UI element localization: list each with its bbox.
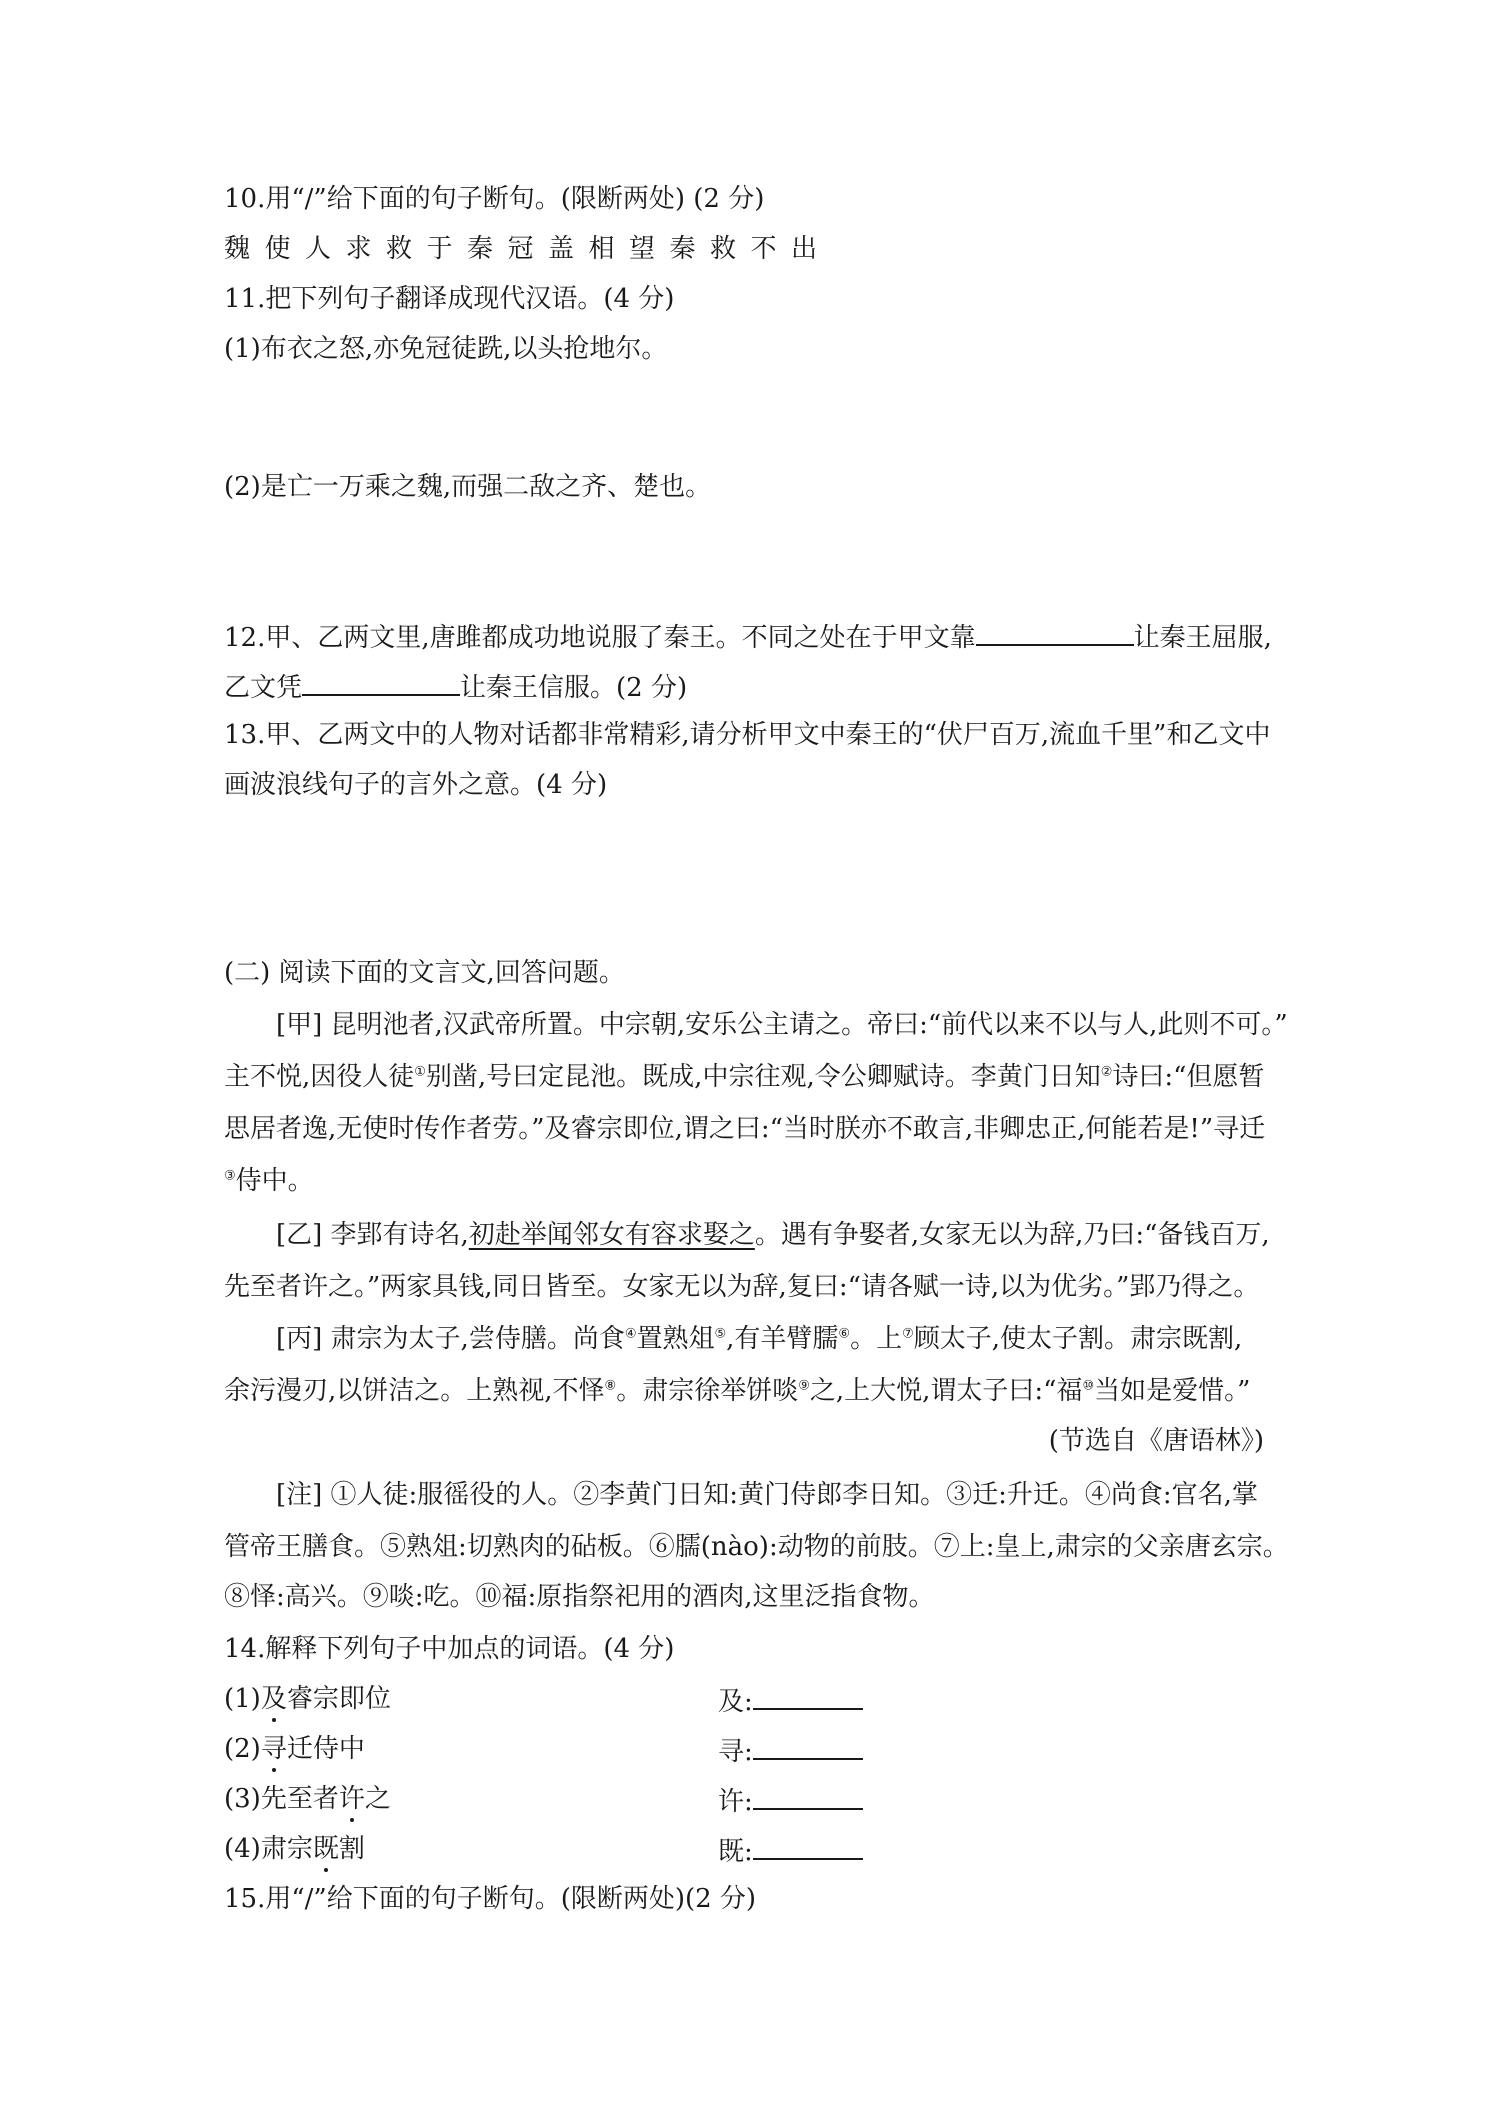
q14-answer-3 bbox=[718, 1782, 863, 1819]
footnote-marker: ⑦ bbox=[902, 1326, 914, 1342]
passage-text: [乙] 李郢有诗名, bbox=[276, 1220, 469, 1250]
passage-jia-line-1: [甲] 昆明池者,汉武帝所置。中宗朝,安乐公主请之。帝曰:“前代以来不以与人,此则不可。” bbox=[276, 1010, 1288, 1040]
passage-yi-line-1 bbox=[276, 1218, 1270, 1252]
passage-bing-line-1 bbox=[276, 1322, 1242, 1356]
dotted-word: 寻 bbox=[260, 1734, 287, 1764]
q13-line-1: 13.甲、乙两文中的人物对话都非常精彩,请分析甲文中秦王的“伏尸百万,流血千里”和乙文中 bbox=[224, 720, 1271, 750]
passage-text: [丙] 肃宗为太子,尝侍膳。尚食 bbox=[276, 1324, 625, 1354]
notes-line-1: [注] ①人徒:服徭役的人。②李黄门日知:黄门侍郎李日知。③迁:升迁。④尚食:官名,掌 bbox=[276, 1480, 1258, 1510]
item-text: (1) bbox=[224, 1684, 261, 1714]
q14-prompt: 14.解释下列句子中加点的词语。(4 分) bbox=[224, 1634, 675, 1664]
passage-text: 别凿,号曰定昆池。既成,中宗往观,令公卿赋诗。李黄门日知 bbox=[425, 1062, 1101, 1092]
footnote-marker: ② bbox=[1100, 1064, 1113, 1080]
q13-line-2: 画波浪线句子的言外之意。(4 分) bbox=[224, 770, 608, 800]
answer-key: 及: bbox=[718, 1687, 753, 1717]
passage-text: 。遇有争娶者,女家无以为辞,乃曰:“备钱百万, bbox=[754, 1220, 1270, 1250]
q14-answer-blank-3[interactable] bbox=[753, 1782, 863, 1810]
footnote-marker: ⑥ bbox=[838, 1326, 851, 1342]
item-text: (3)先至者 bbox=[224, 1784, 339, 1814]
q14-item-4 bbox=[224, 1832, 753, 1867]
q12-line-2 bbox=[224, 668, 687, 705]
footnote-marker: ⑧ bbox=[604, 1378, 617, 1394]
q14-answer-blank-1[interactable] bbox=[753, 1682, 863, 1710]
passage-text: 。上 bbox=[850, 1324, 903, 1354]
q14-answer-blank-4[interactable] bbox=[753, 1832, 863, 1860]
footnote-marker: ③ bbox=[224, 1168, 236, 1184]
item-text: 睿宗即位 bbox=[286, 1684, 391, 1714]
footnote-marker: ⑩ bbox=[1082, 1378, 1095, 1394]
footnote-marker: ④ bbox=[624, 1326, 637, 1342]
footnote-marker: ⑨ bbox=[798, 1378, 810, 1394]
passage-text: ,有羊臂臑 bbox=[726, 1324, 839, 1354]
passage-jia-line-3 bbox=[224, 1112, 1265, 1146]
q10-sentence: 魏使人求救于秦冠盖相望秦救不出 bbox=[224, 234, 832, 264]
q12-text-a: 12.甲、乙两文里,唐雎都成功地说服了秦王。不同之处在于甲文靠 bbox=[224, 623, 976, 653]
item-text: 之 bbox=[364, 1784, 391, 1814]
item-text: (2) bbox=[224, 1734, 261, 1764]
answer-key: 既: bbox=[718, 1837, 753, 1867]
q10-prompt: 10.用“/”给下面的句子断句。(限断两处) (2 分) bbox=[224, 184, 765, 214]
q14-answer-2 bbox=[718, 1732, 863, 1769]
q12-text-d: 让秦王信服。(2 分) bbox=[460, 673, 688, 703]
q12-text-c: 乙文凭 bbox=[224, 673, 303, 703]
passage-text: 睿宗即位,谓之曰:“当时朕亦不敢言,非卿忠正,何能若是!”寻迁 bbox=[570, 1114, 1266, 1144]
passage-text: 余污漫刃,以饼洁之。上熟视,不怿 bbox=[224, 1376, 605, 1406]
answer-key: 许: bbox=[718, 1787, 753, 1817]
passage-text: 。肃宗徐举饼啖 bbox=[616, 1376, 799, 1406]
dotted-word: 许 bbox=[338, 1784, 365, 1814]
item-text: 迁侍中 bbox=[286, 1734, 365, 1764]
q12-answer-blank-1[interactable] bbox=[976, 618, 1134, 646]
q12-line-1 bbox=[224, 618, 1272, 655]
passage-jia-line-4 bbox=[224, 1164, 314, 1198]
passage-source: (节选自《唐语林》) bbox=[1048, 1426, 1264, 1456]
q14-answer-blank-2[interactable] bbox=[753, 1732, 863, 1760]
passage-yi-line-2: 先至者许之。”两家具钱,同日皆至。女家无以为辞,复曰:“请各赋一诗,以为优劣。”郢乃得之。 bbox=[224, 1272, 1260, 1302]
q14-answer-1 bbox=[718, 1682, 863, 1719]
passage-text: 当如是爱惜。” bbox=[1094, 1376, 1251, 1406]
passage-text: 置熟俎 bbox=[636, 1324, 715, 1354]
q12-text-b: 让秦王屈服, bbox=[1133, 623, 1272, 653]
passage-text: 顾太子,使太子割。肃宗既割, bbox=[913, 1324, 1243, 1354]
item-text: (4)肃宗 bbox=[224, 1834, 313, 1864]
q14-item-1 bbox=[224, 1682, 753, 1717]
passage-text: 主不悦,因役人徒 bbox=[224, 1062, 415, 1092]
dotted-word: 既 bbox=[312, 1834, 339, 1864]
section-heading: (二) 阅读下面的文言文,回答问题。 bbox=[224, 958, 625, 988]
q12-answer-blank-2[interactable] bbox=[302, 668, 460, 696]
passage-text: 侍中。 bbox=[235, 1166, 314, 1196]
item-text: 割 bbox=[338, 1834, 365, 1864]
passage-text: 之,上大悦,谓太子曰:“福 bbox=[809, 1376, 1083, 1406]
dotted-word: 及 bbox=[260, 1684, 287, 1714]
footnote-marker: ① bbox=[414, 1064, 426, 1080]
answer-key: 寻: bbox=[718, 1737, 753, 1767]
q14-item-2 bbox=[224, 1732, 753, 1767]
notes-line-2: 管帝王膳食。⑤熟俎:切熟肉的砧板。⑥臑(nào):动物的前肢。⑦上:皇上,肃宗的父亲唐玄宗。 bbox=[224, 1532, 1289, 1562]
passage-text: 思居者逸,无使时传作者劳。”及 bbox=[224, 1114, 571, 1144]
notes-line-3: ⑧怿:高兴。⑨啖:吃。⑩福:原指祭祀用的酒肉,这里泛指食物。 bbox=[224, 1582, 935, 1612]
footnote-marker: ⑤ bbox=[714, 1326, 727, 1342]
passage-bing-line-2 bbox=[224, 1374, 1250, 1408]
q14-answer-4 bbox=[718, 1832, 863, 1869]
q14-item-3 bbox=[224, 1782, 753, 1817]
q15-prompt: 15.用“/”给下面的句子断句。(限断两处)(2 分) bbox=[224, 1884, 757, 1914]
q11-item-2: (2)是亡一万乘之魏,而强二敌之齐、楚也。 bbox=[224, 472, 712, 502]
passage-text: 诗曰:“但愿暂 bbox=[1112, 1062, 1265, 1092]
q11-prompt: 11.把下列句子翻译成现代汉语。(4 分) bbox=[224, 284, 675, 314]
q11-item-1: (1)布衣之怒,亦免冠徒跣,以头抢地尔。 bbox=[224, 334, 668, 364]
passage-jia-line-2 bbox=[224, 1060, 1264, 1094]
wavy-underlined-sentence: 初赴举闻邻女有容求娶之 bbox=[468, 1220, 755, 1250]
